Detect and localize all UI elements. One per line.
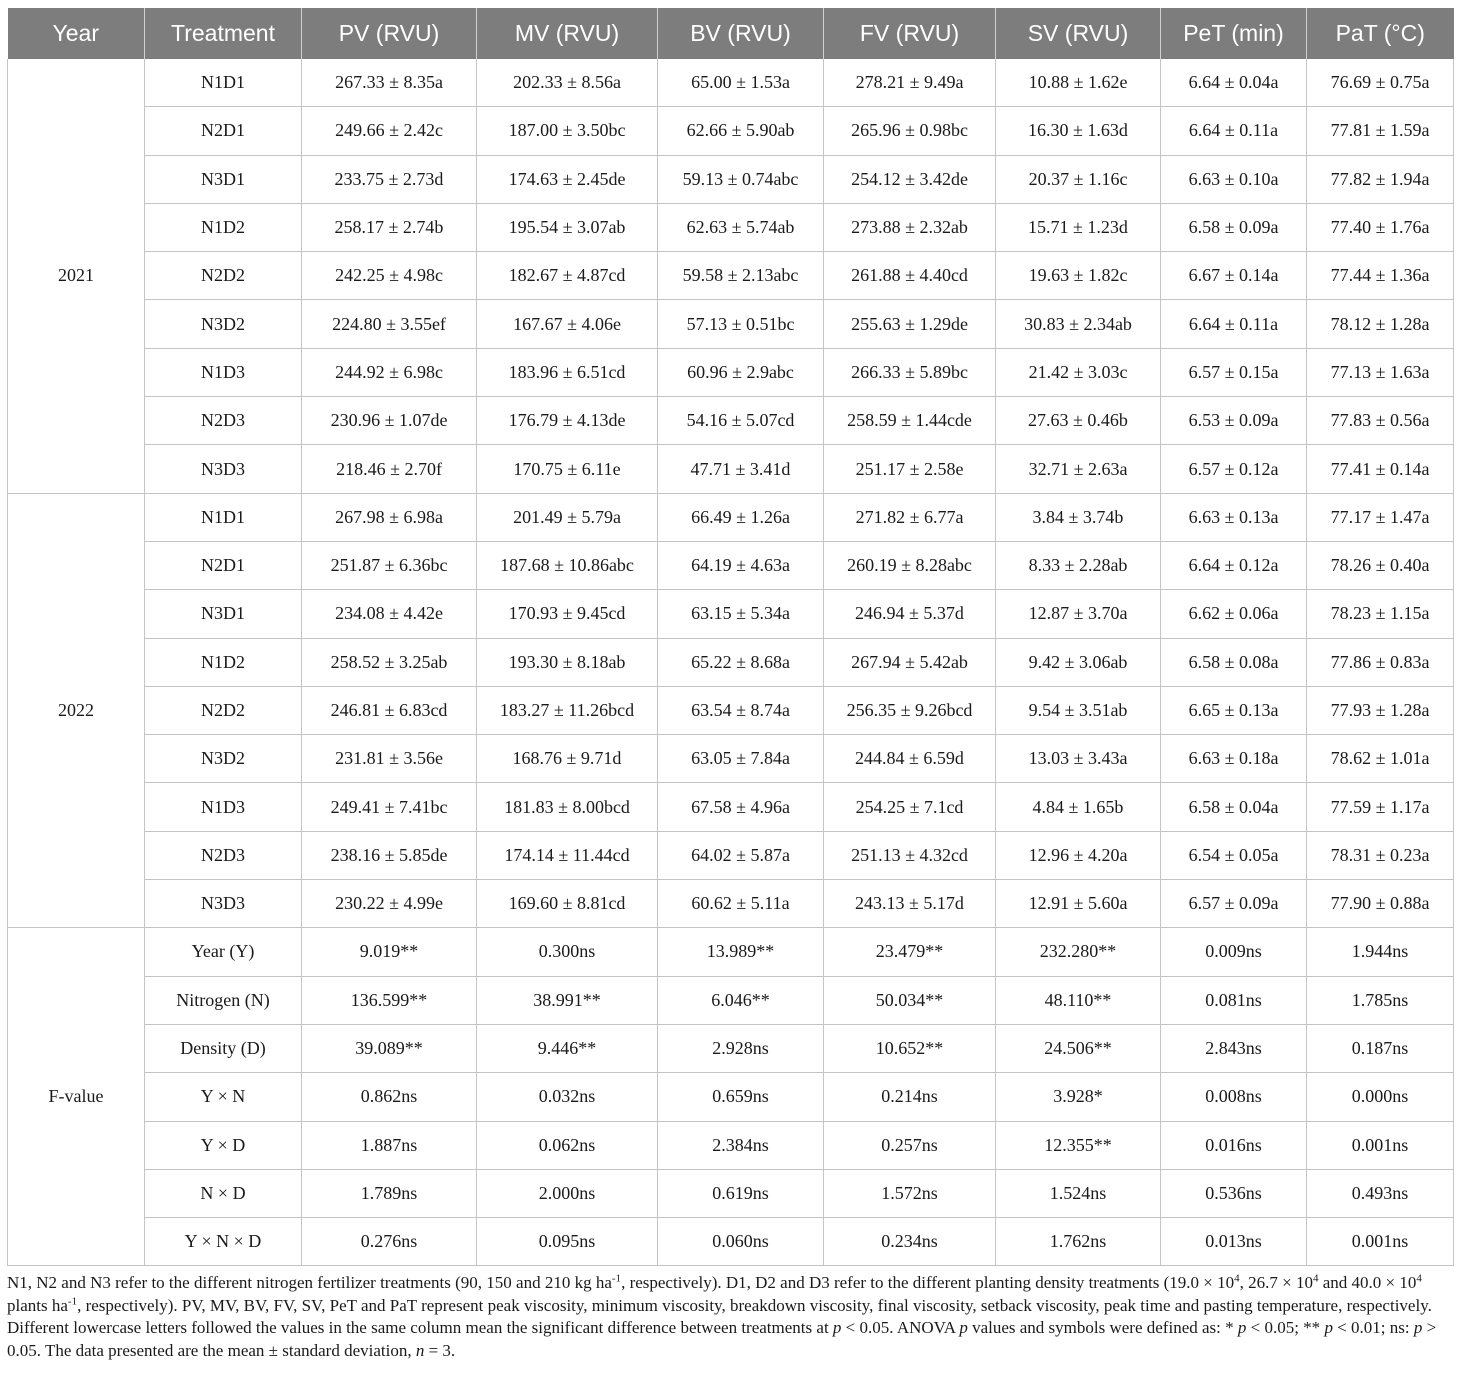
value-cell: 273.88 ± 2.32ab xyxy=(824,203,996,251)
value-cell: 6.64 ± 0.11a xyxy=(1161,300,1307,348)
value-cell: 193.30 ± 8.18ab xyxy=(477,638,658,686)
table-row xyxy=(8,686,1454,734)
value-cell: 267.33 ± 8.35a xyxy=(302,59,477,107)
value-cell: 181.83 ± 8.00bcd xyxy=(477,783,658,831)
footnote-text: N1, N2 and N3 refer to the different nitrogen fertilizer treatments (90, 150 and 210 kg ha xyxy=(7,1273,612,1292)
table-row xyxy=(8,493,1454,541)
value-cell: 1.572ns xyxy=(824,1169,996,1217)
value-cell: 59.13 ± 0.74abc xyxy=(658,155,824,203)
footnote-superscript: -1 xyxy=(611,1272,622,1285)
value-cell: 0.081ns xyxy=(1161,976,1307,1024)
value-cell: 174.14 ± 11.44cd xyxy=(477,831,658,879)
column-header: FV (RVU) xyxy=(824,8,996,59)
value-cell: 15.71 ± 1.23d xyxy=(996,203,1161,251)
table-row xyxy=(8,928,1454,976)
value-cell: 254.25 ± 7.1cd xyxy=(824,783,996,831)
value-cell: 6.67 ± 0.14a xyxy=(1161,252,1307,300)
footnote-superscript: 4 xyxy=(1312,1272,1319,1285)
footnote-superscript: 4 xyxy=(1416,1272,1422,1285)
value-cell: 278.21 ± 9.49a xyxy=(824,59,996,107)
value-cell: 244.92 ± 6.98c xyxy=(302,348,477,396)
value-cell: 2.843ns xyxy=(1161,1024,1307,1072)
value-cell: 54.16 ± 5.07cd xyxy=(658,397,824,445)
value-cell: 50.034** xyxy=(824,976,996,1024)
value-cell: 78.23 ± 1.15a xyxy=(1307,590,1454,638)
value-cell: 9.54 ± 3.51ab xyxy=(996,686,1161,734)
value-cell: 174.63 ± 2.45de xyxy=(477,155,658,203)
value-cell: 1.524ns xyxy=(996,1169,1161,1217)
value-cell: 0.032ns xyxy=(477,1073,658,1121)
treatment-cell: N1D1 xyxy=(145,493,302,541)
treatment-cell: N3D1 xyxy=(145,590,302,638)
footnote-superscript: -1 xyxy=(67,1294,78,1307)
column-header: Treatment xyxy=(145,8,302,59)
value-cell: 246.94 ± 5.37d xyxy=(824,590,996,638)
value-cell: 234.08 ± 4.42e xyxy=(302,590,477,638)
treatment-cell: N3D3 xyxy=(145,880,302,928)
value-cell: 64.19 ± 4.63a xyxy=(658,541,824,589)
column-header: PV (RVU) xyxy=(302,8,477,59)
value-cell: 256.35 ± 9.26bcd xyxy=(824,686,996,734)
value-cell: 224.80 ± 3.55ef xyxy=(302,300,477,348)
value-cell: 3.84 ± 3.74b xyxy=(996,493,1161,541)
value-cell: 77.41 ± 0.14a xyxy=(1307,445,1454,493)
value-cell: 0.062ns xyxy=(477,1121,658,1169)
table-row xyxy=(8,783,1454,831)
footnote-text: , 26.7 × 10 xyxy=(1239,1273,1313,1292)
value-cell: 78.31 ± 0.23a xyxy=(1307,831,1454,879)
value-cell: 195.54 ± 3.07ab xyxy=(477,203,658,251)
value-cell: 6.58 ± 0.04a xyxy=(1161,783,1307,831)
value-cell: 233.75 ± 2.73d xyxy=(302,155,477,203)
value-cell: 10.88 ± 1.62e xyxy=(996,59,1161,107)
table-row xyxy=(8,445,1454,493)
value-cell: 2.384ns xyxy=(658,1121,824,1169)
value-cell: 60.62 ± 5.11a xyxy=(658,880,824,928)
header-row xyxy=(8,8,1454,59)
value-cell: 202.33 ± 8.56a xyxy=(477,59,658,107)
value-cell: 168.76 ± 9.71d xyxy=(477,735,658,783)
value-cell: 77.81 ± 1.59a xyxy=(1307,107,1454,155)
value-cell: 6.58 ± 0.08a xyxy=(1161,638,1307,686)
value-cell: 16.30 ± 1.63d xyxy=(996,107,1161,155)
value-cell: 0.095ns xyxy=(477,1218,658,1266)
column-header: SV (RVU) xyxy=(996,8,1161,59)
footnote-text: , respectively). D1, D2 and D3 refer to the different planting density treatments (19.0 × 10 xyxy=(621,1273,1235,1292)
value-cell: 1.785ns xyxy=(1307,976,1454,1024)
table-row xyxy=(8,1073,1454,1121)
value-cell: 1.762ns xyxy=(996,1218,1161,1266)
treatment-cell: N2D3 xyxy=(145,397,302,445)
footnote-text: and 40.0 × 10 xyxy=(1318,1273,1417,1292)
value-cell: 238.16 ± 5.85de xyxy=(302,831,477,879)
value-cell: 63.15 ± 5.34a xyxy=(658,590,824,638)
value-cell: 13.03 ± 3.43a xyxy=(996,735,1161,783)
treatment-cell: N3D2 xyxy=(145,300,302,348)
value-cell: 0.619ns xyxy=(658,1169,824,1217)
value-cell: 6.57 ± 0.09a xyxy=(1161,880,1307,928)
value-cell: 24.506** xyxy=(996,1024,1161,1072)
value-cell: 0.257ns xyxy=(824,1121,996,1169)
value-cell: 65.22 ± 8.68a xyxy=(658,638,824,686)
footnote-italic: p xyxy=(1413,1318,1423,1337)
value-cell: 261.88 ± 4.40cd xyxy=(824,252,996,300)
table-row xyxy=(8,831,1454,879)
footnote-italic: n xyxy=(415,1340,425,1360)
value-cell: 0.214ns xyxy=(824,1073,996,1121)
table-row xyxy=(8,735,1454,783)
value-cell: 265.96 ± 0.98bc xyxy=(824,107,996,155)
table-row xyxy=(8,976,1454,1024)
value-cell: 0.000ns xyxy=(1307,1073,1454,1121)
value-cell: 3.928* xyxy=(996,1073,1161,1121)
value-cell: 244.84 ± 6.59d xyxy=(824,735,996,783)
value-cell: 183.96 ± 6.51cd xyxy=(477,348,658,396)
footnote-text: > 0.05. The data presented are the mean ± standard deviation, xyxy=(7,1318,1437,1360)
value-cell: 6.64 ± 0.11a xyxy=(1161,107,1307,155)
value-cell: 65.00 ± 1.53a xyxy=(658,59,824,107)
value-cell: 254.12 ± 3.42de xyxy=(824,155,996,203)
table-body xyxy=(8,59,1454,1266)
value-cell: 0.187ns xyxy=(1307,1024,1454,1072)
table-row xyxy=(8,59,1454,107)
value-cell: 218.46 ± 2.70f xyxy=(302,445,477,493)
value-cell: 9.42 ± 3.06ab xyxy=(996,638,1161,686)
value-cell: 0.659ns xyxy=(658,1073,824,1121)
footnote-text: plants ha xyxy=(7,1295,68,1315)
value-cell: 6.63 ± 0.13a xyxy=(1161,493,1307,541)
value-cell: 12.87 ± 3.70a xyxy=(996,590,1161,638)
table-row xyxy=(8,397,1454,445)
value-cell: 0.001ns xyxy=(1307,1218,1454,1266)
value-cell: 77.90 ± 0.88a xyxy=(1307,880,1454,928)
treatment-cell: N2D1 xyxy=(145,541,302,589)
value-cell: 78.62 ± 1.01a xyxy=(1307,735,1454,783)
footnote-superscript: 4 xyxy=(1234,1272,1240,1285)
table-row xyxy=(8,880,1454,928)
value-cell: 187.68 ± 10.86abc xyxy=(477,541,658,589)
value-cell: 21.42 ± 3.03c xyxy=(996,348,1161,396)
treatment-cell: N2D1 xyxy=(145,107,302,155)
value-cell: 267.98 ± 6.98a xyxy=(302,493,477,541)
footnote-italic: p xyxy=(1324,1318,1333,1337)
column-header: PeT (min) xyxy=(1161,8,1307,59)
value-cell: 57.13 ± 0.51bc xyxy=(658,300,824,348)
value-cell: 187.00 ± 3.50bc xyxy=(477,107,658,155)
table-footnote xyxy=(7,1272,1453,1362)
value-cell: 38.991** xyxy=(477,976,658,1024)
treatment-cell: Year (Y) xyxy=(145,928,302,976)
value-cell: 30.83 ± 2.34ab xyxy=(996,300,1161,348)
value-cell: 77.82 ± 1.94a xyxy=(1307,155,1454,203)
footnote-text: , respectively). PV, MV, BV, FV, SV, PeT and PaT represent peak viscosity, minimum viscosity, breakdown viscosity, final viscosity, setback viscosity, peak time and pasting temperature, respectively. Different lowercase letters followed the values in the same column mean the significant difference between treatments at xyxy=(7,1295,1432,1337)
treatment-cell: Y × N × D xyxy=(145,1218,302,1266)
value-cell: 1.887ns xyxy=(302,1121,477,1169)
value-cell: 258.17 ± 2.74b xyxy=(302,203,477,251)
value-cell: 6.63 ± 0.10a xyxy=(1161,155,1307,203)
value-cell: 8.33 ± 2.28ab xyxy=(996,541,1161,589)
value-cell: 176.79 ± 4.13de xyxy=(477,397,658,445)
value-cell: 231.81 ± 3.56e xyxy=(302,735,477,783)
treatment-cell: N1D2 xyxy=(145,203,302,251)
value-cell: 0.008ns xyxy=(1161,1073,1307,1121)
value-cell: 63.54 ± 8.74a xyxy=(658,686,824,734)
table-row xyxy=(8,300,1454,348)
footnote-text: < 0.05. ANOVA xyxy=(841,1318,960,1337)
value-cell: 271.82 ± 6.77a xyxy=(824,493,996,541)
value-cell: 12.96 ± 4.20a xyxy=(996,831,1161,879)
treatment-cell: Nitrogen (N) xyxy=(145,976,302,1024)
group-label-cell: F-value xyxy=(8,928,145,1266)
treatment-cell: N × D xyxy=(145,1169,302,1217)
treatment-cell: N2D3 xyxy=(145,831,302,879)
table-row xyxy=(8,541,1454,589)
treatment-cell: Density (D) xyxy=(145,1024,302,1072)
value-cell: 136.599** xyxy=(302,976,477,1024)
column-header: BV (RVU) xyxy=(658,8,824,59)
value-cell: 78.12 ± 1.28a xyxy=(1307,300,1454,348)
table-row xyxy=(8,252,1454,300)
value-cell: 1.789ns xyxy=(302,1169,477,1217)
value-cell: 0.234ns xyxy=(824,1218,996,1266)
value-cell: 76.69 ± 0.75a xyxy=(1307,59,1454,107)
footnote-text: = 3. xyxy=(424,1340,456,1360)
treatment-cell: N3D3 xyxy=(145,445,302,493)
group-label-cell: 2021 xyxy=(8,59,145,493)
value-cell: 6.65 ± 0.13a xyxy=(1161,686,1307,734)
value-cell: 167.67 ± 4.06e xyxy=(477,300,658,348)
table-row xyxy=(8,1024,1454,1072)
treatment-cell: N1D1 xyxy=(145,59,302,107)
value-cell: 77.83 ± 0.56a xyxy=(1307,397,1454,445)
value-cell: 77.93 ± 1.28a xyxy=(1307,686,1454,734)
value-cell: 6.57 ± 0.12a xyxy=(1161,445,1307,493)
value-cell: 0.013ns xyxy=(1161,1218,1307,1266)
value-cell: 77.40 ± 1.76a xyxy=(1307,203,1454,251)
value-cell: 0.016ns xyxy=(1161,1121,1307,1169)
table-container xyxy=(7,8,1453,1266)
value-cell: 67.58 ± 4.96a xyxy=(658,783,824,831)
value-cell: 0.862ns xyxy=(302,1073,477,1121)
value-cell: 10.652** xyxy=(824,1024,996,1072)
table-row xyxy=(8,638,1454,686)
footnote-italic: p xyxy=(832,1318,842,1337)
value-cell: 9.019** xyxy=(302,928,477,976)
value-cell: 251.87 ± 6.36bc xyxy=(302,541,477,589)
value-cell: 251.17 ± 2.58e xyxy=(824,445,996,493)
value-cell: 23.479** xyxy=(824,928,996,976)
treatment-cell: N2D2 xyxy=(145,686,302,734)
value-cell: 201.49 ± 5.79a xyxy=(477,493,658,541)
value-cell: 242.25 ± 4.98c xyxy=(302,252,477,300)
value-cell: 183.27 ± 11.26bcd xyxy=(477,686,658,734)
value-cell: 6.046** xyxy=(658,976,824,1024)
value-cell: 266.33 ± 5.89bc xyxy=(824,348,996,396)
footnote-italic: p xyxy=(959,1318,968,1337)
footnote-text: values and symbols were defined as: * xyxy=(967,1318,1238,1337)
treatment-cell: N3D2 xyxy=(145,735,302,783)
value-cell: 249.66 ± 2.42c xyxy=(302,107,477,155)
value-cell: 62.63 ± 5.74ab xyxy=(658,203,824,251)
value-cell: 260.19 ± 8.28abc xyxy=(824,541,996,589)
value-cell: 0.001ns xyxy=(1307,1121,1454,1169)
value-cell: 77.86 ± 0.83a xyxy=(1307,638,1454,686)
value-cell: 182.67 ± 4.87cd xyxy=(477,252,658,300)
value-cell: 9.446** xyxy=(477,1024,658,1072)
group-label-cell: 2022 xyxy=(8,493,145,928)
table-row xyxy=(8,107,1454,155)
value-cell: 32.71 ± 2.63a xyxy=(996,445,1161,493)
value-cell: 60.96 ± 2.9abc xyxy=(658,348,824,396)
value-cell: 62.66 ± 5.90ab xyxy=(658,107,824,155)
value-cell: 0.060ns xyxy=(658,1218,824,1266)
value-cell: 243.13 ± 5.17d xyxy=(824,880,996,928)
value-cell: 47.71 ± 3.41d xyxy=(658,445,824,493)
value-cell: 77.59 ± 1.17a xyxy=(1307,783,1454,831)
value-cell: 77.13 ± 1.63a xyxy=(1307,348,1454,396)
value-cell: 246.81 ± 6.83cd xyxy=(302,686,477,734)
value-cell: 267.94 ± 5.42ab xyxy=(824,638,996,686)
value-cell: 258.59 ± 1.44cde xyxy=(824,397,996,445)
value-cell: 12.355** xyxy=(996,1121,1161,1169)
treatment-cell: N2D2 xyxy=(145,252,302,300)
value-cell: 0.009ns xyxy=(1161,928,1307,976)
table-row xyxy=(8,590,1454,638)
table-row xyxy=(8,1218,1454,1266)
value-cell: 6.64 ± 0.04a xyxy=(1161,59,1307,107)
value-cell: 2.928ns xyxy=(658,1024,824,1072)
value-cell: 169.60 ± 8.81cd xyxy=(477,880,658,928)
value-cell: 64.02 ± 5.87a xyxy=(658,831,824,879)
value-cell: 66.49 ± 1.26a xyxy=(658,493,824,541)
value-cell: 2.000ns xyxy=(477,1169,658,1217)
value-cell: 232.280** xyxy=(996,928,1161,976)
value-cell: 77.17 ± 1.47a xyxy=(1307,493,1454,541)
value-cell: 48.110** xyxy=(996,976,1161,1024)
table-row xyxy=(8,203,1454,251)
value-cell: 0.300ns xyxy=(477,928,658,976)
treatment-cell: Y × D xyxy=(145,1121,302,1169)
value-cell: 6.63 ± 0.18a xyxy=(1161,735,1307,783)
table-row xyxy=(8,1169,1454,1217)
value-cell: 20.37 ± 1.16c xyxy=(996,155,1161,203)
value-cell: 230.22 ± 4.99e xyxy=(302,880,477,928)
value-cell: 249.41 ± 7.41bc xyxy=(302,783,477,831)
value-cell: 0.493ns xyxy=(1307,1169,1454,1217)
value-cell: 230.96 ± 1.07de xyxy=(302,397,477,445)
table-row xyxy=(8,155,1454,203)
data-table xyxy=(7,8,1454,1266)
value-cell: 170.93 ± 9.45cd xyxy=(477,590,658,638)
value-cell: 12.91 ± 5.60a xyxy=(996,880,1161,928)
table-row xyxy=(8,348,1454,396)
value-cell: 6.58 ± 0.09a xyxy=(1161,203,1307,251)
value-cell: 63.05 ± 7.84a xyxy=(658,735,824,783)
column-header: Year xyxy=(8,8,145,59)
value-cell: 255.63 ± 1.29de xyxy=(824,300,996,348)
column-header: PaT (°C) xyxy=(1307,8,1454,59)
value-cell: 170.75 ± 6.11e xyxy=(477,445,658,493)
footnote-text: < 0.01; ns: xyxy=(1332,1318,1414,1337)
value-cell: 13.989** xyxy=(658,928,824,976)
value-cell: 6.54 ± 0.05a xyxy=(1161,831,1307,879)
treatment-cell: Y × N xyxy=(145,1073,302,1121)
value-cell: 6.57 ± 0.15a xyxy=(1161,348,1307,396)
value-cell: 39.089** xyxy=(302,1024,477,1072)
treatment-cell: N1D3 xyxy=(145,348,302,396)
value-cell: 6.62 ± 0.06a xyxy=(1161,590,1307,638)
value-cell: 78.26 ± 0.40a xyxy=(1307,541,1454,589)
value-cell: 6.53 ± 0.09a xyxy=(1161,397,1307,445)
value-cell: 6.64 ± 0.12a xyxy=(1161,541,1307,589)
column-header: MV (RVU) xyxy=(477,8,658,59)
value-cell: 19.63 ± 1.82c xyxy=(996,252,1161,300)
treatment-cell: N3D1 xyxy=(145,155,302,203)
value-cell: 27.63 ± 0.46b xyxy=(996,397,1161,445)
treatment-cell: N1D2 xyxy=(145,638,302,686)
value-cell: 4.84 ± 1.65b xyxy=(996,783,1161,831)
value-cell: 77.44 ± 1.36a xyxy=(1307,252,1454,300)
value-cell: 59.58 ± 2.13abc xyxy=(658,252,824,300)
value-cell: 0.536ns xyxy=(1161,1169,1307,1217)
table-row xyxy=(8,1121,1454,1169)
value-cell: 258.52 ± 3.25ab xyxy=(302,638,477,686)
footnote-text: < 0.05; ** xyxy=(1246,1318,1325,1337)
value-cell: 1.944ns xyxy=(1307,928,1454,976)
value-cell: 0.276ns xyxy=(302,1218,477,1266)
footnote-italic: p xyxy=(1237,1318,1247,1337)
treatment-cell: N1D3 xyxy=(145,783,302,831)
value-cell: 251.13 ± 4.32cd xyxy=(824,831,996,879)
